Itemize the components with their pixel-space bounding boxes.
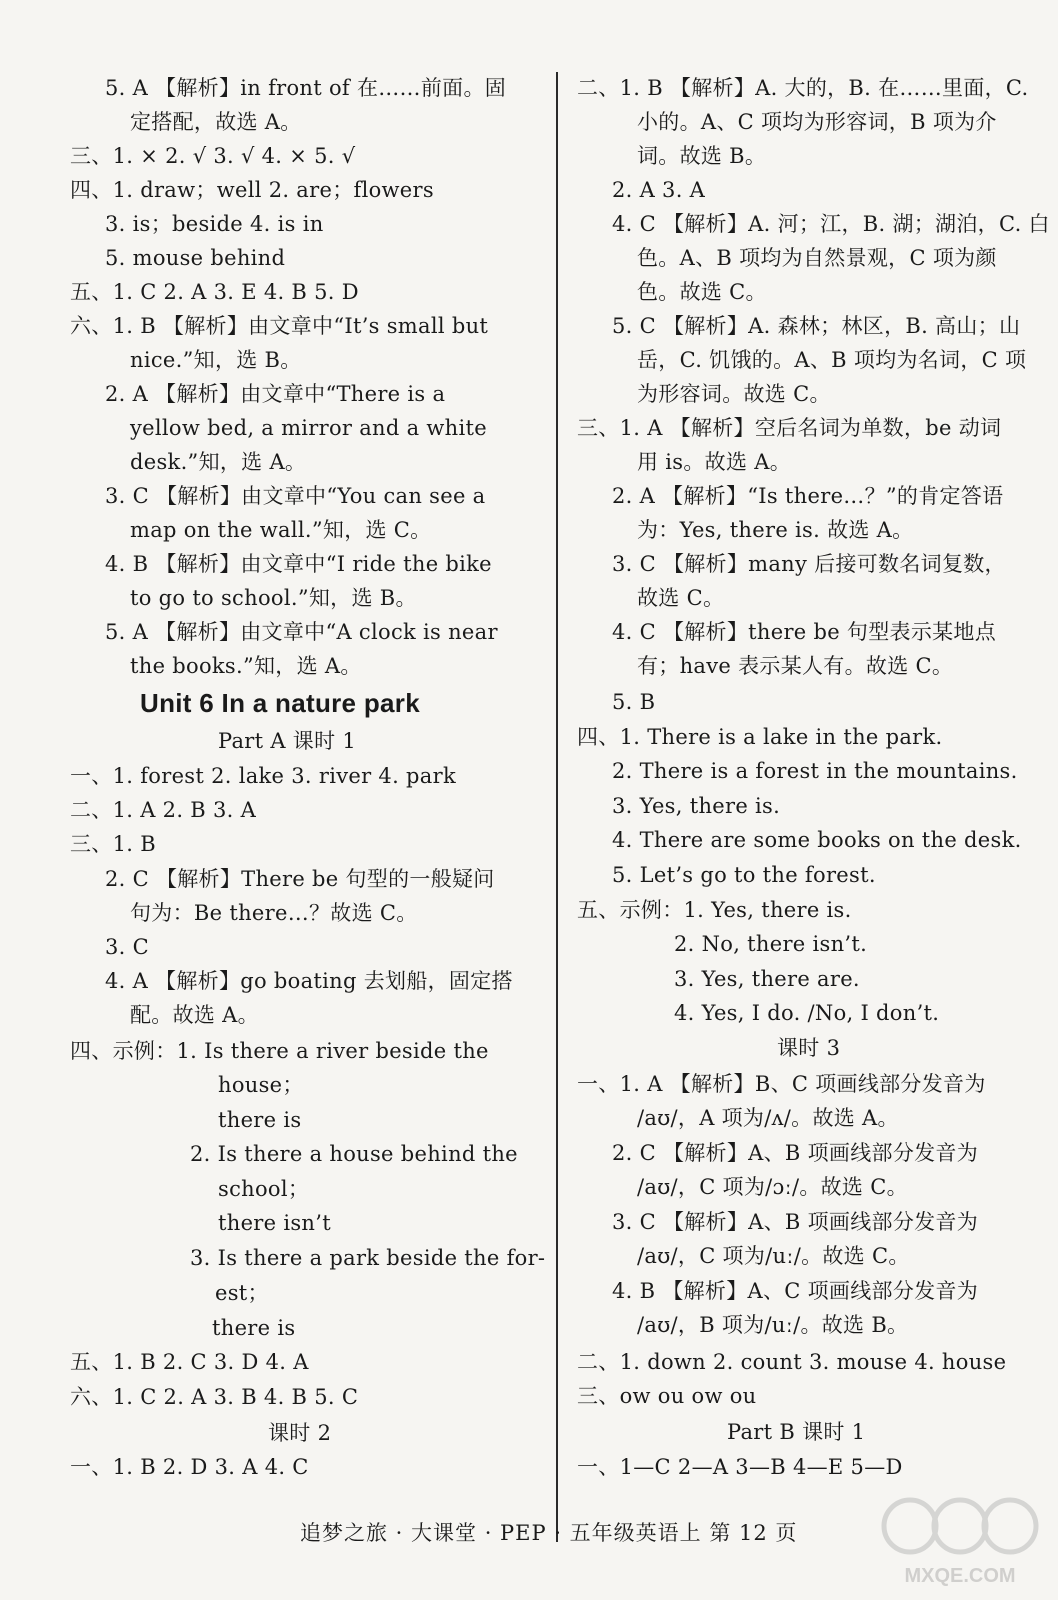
section-subtitle: 课时 3 — [777, 1036, 841, 1060]
right-answer-line: 用 is。故选 A。 — [637, 450, 792, 474]
watermark-logo — [875, 1488, 1045, 1592]
right-answer-line: 4. B 【解析】A、C 项画线部分发音为 — [612, 1279, 979, 1303]
left-answer-line: 5. mouse behind — [105, 246, 286, 270]
left-answer-line: 六、1. C 2. A 3. B 4. B 5. C — [70, 1385, 359, 1409]
right-answer-line: 4. There are some books on the desk. — [612, 828, 1022, 852]
right-answer-line: 4. C 【解析】A. 河；江，B. 湖；湖泊，C. 白 — [612, 212, 1050, 236]
left-answer-line: 4. A 【解析】go boating 去划船，固定搭 — [105, 969, 513, 993]
right-answer-line: 为：Yes, there is. 故选 A。 — [637, 518, 914, 542]
left-answer-line: to go to school.”知，选 B。 — [130, 586, 417, 610]
left-answer-line: map on the wall.”知，选 C。 — [130, 518, 432, 542]
right-answer-line: 二、1. B 【解析】A. 大的，B. 在……里面，C. — [577, 76, 1029, 100]
left-answer-line: 定搭配，故选 A。 — [130, 110, 302, 134]
left-answer-line: 5. A 【解析】in front of 在……前面。固 — [105, 76, 507, 100]
left-answer-line: 2. Is there a house behind the — [190, 1142, 518, 1166]
right-answer-line: 故选 C。 — [637, 586, 725, 610]
left-answer-line: there isn’t — [218, 1211, 331, 1235]
section-subtitle: Part B 课时 1 — [727, 1420, 866, 1444]
unit-title: Unit 6 In a nature park — [140, 688, 420, 718]
left-answer-line: 5. A 【解析】由文章中“A clock is near — [105, 620, 498, 644]
left-answer-line: 五、1. C 2. A 3. E 4. B 5. D — [70, 280, 359, 304]
left-answer-line: 六、1. B 【解析】由文章中“It’s small but — [70, 314, 489, 338]
right-answer-line: 三、1. A 【解析】空后名词为单数，be 动词 — [577, 416, 1002, 440]
right-answer-line: 小的。A、C 项均为形容词，B 项为介 — [637, 110, 997, 134]
right-answer-line: 2. A 3. A — [612, 178, 706, 202]
left-answer-line: 三、1. B — [70, 832, 156, 856]
right-answer-line: 岳，C. 饥饿的。A、B 项均为名词，C 项 — [637, 348, 1027, 372]
left-answer-line: 四、1. draw；well 2. are；flowers — [70, 178, 434, 202]
right-answer-line: 2. A 【解析】“Is there…？”的肯定答语 — [612, 484, 1004, 508]
right-answer-line: 3. Yes, there are. — [674, 967, 860, 991]
watermark-text: MXQE.COM — [904, 1565, 1016, 1587]
left-answer-line: house； — [218, 1073, 304, 1097]
right-answer-line: 5. C 【解析】A. 森林；林区，B. 高山；山 — [612, 314, 1021, 338]
right-answer-line: 色。A、B 项均为自然景观，C 项为颜 — [637, 246, 997, 270]
right-answer-line: 4. Yes, I do. /No, I don’t. — [674, 1001, 940, 1025]
column-divider — [556, 72, 558, 1542]
right-answer-line: /aʊ/，B 项为/uː/。故选 B。 — [637, 1313, 909, 1337]
left-answer-line: 三、1. × 2. √ 3. √ 4. × 5. √ — [70, 144, 356, 168]
section-subtitle: 课时 2 — [268, 1421, 332, 1445]
right-answer-line: 2. C 【解析】A、B 项画线部分发音为 — [612, 1141, 979, 1165]
right-answer-line: 色。故选 C。 — [637, 280, 767, 304]
right-answer-line: 为形容词。故选 C。 — [637, 382, 831, 406]
left-answer-line: 四、示例：1. Is there a river beside the — [70, 1039, 489, 1063]
right-answer-line: 3. C 【解析】A、B 项画线部分发音为 — [612, 1210, 979, 1234]
left-answer-line: 2. A 【解析】由文章中“There is a — [105, 382, 446, 406]
page-footer: 追梦之旅 · 大课堂 · PEP · 五年级英语上 第 12 页 — [300, 1521, 798, 1545]
left-answer-line: 二、1. A 2. B 3. A — [70, 798, 257, 822]
right-answer-line: /aʊ/，C 项为/ɔː/。故选 C。 — [637, 1175, 908, 1199]
left-answer-line: 3. C 【解析】由文章中“You can see a — [105, 484, 486, 508]
right-answer-line: 3. C 【解析】many 后接可数名词复数， — [612, 552, 1006, 576]
right-answer-line: 五、示例：1. Yes, there is. — [577, 898, 852, 922]
left-answer-line: desk.”知，选 A。 — [130, 450, 307, 474]
right-answer-line: /aʊ/，A 项为/ʌ/。故选 A。 — [637, 1106, 899, 1130]
left-answer-line: est； — [215, 1281, 269, 1305]
left-answer-line: 句为：Be there…？故选 C。 — [130, 901, 418, 925]
left-answer-line: there is — [212, 1316, 296, 1340]
left-answer-line: school； — [218, 1177, 310, 1201]
left-answer-line: 3. C — [105, 935, 149, 959]
left-answer-line: 一、1. forest 2. lake 3. river 4. park — [70, 764, 456, 788]
left-answer-line: nice.”知，选 B。 — [130, 348, 302, 372]
right-answer-line: 5. Let’s go to the forest. — [612, 863, 876, 887]
right-answer-line: 四、1. There is a lake in the park. — [577, 725, 943, 749]
left-answer-line: 五、1. B 2. C 3. D 4. A — [70, 1350, 309, 1374]
left-answer-line: the books.”知，选 A。 — [130, 654, 362, 678]
right-answer-line: /aʊ/，C 项为/uː/。故选 C。 — [637, 1244, 910, 1268]
right-answer-line: 3. Yes, there is. — [612, 794, 781, 818]
left-answer-line: 配。故选 A。 — [130, 1003, 259, 1027]
right-answer-line: 一、1. A 【解析】B、C 项画线部分发音为 — [577, 1072, 986, 1096]
right-answer-line: 2. No, there isn’t. — [674, 932, 868, 956]
left-answer-line: 一、1. B 2. D 3. A 4. C — [70, 1455, 309, 1479]
left-answer-line: 4. B 【解析】由文章中“I ride the bike — [105, 552, 492, 576]
right-answer-line: 词。故选 B。 — [637, 144, 767, 168]
left-answer-line: 3. Is there a park beside the for- — [190, 1246, 546, 1270]
left-answer-line: there is — [218, 1108, 302, 1132]
section-subtitle: Part A 课时 1 — [218, 729, 357, 753]
left-answer-line: 2. C 【解析】There be 句型的一般疑问 — [105, 867, 495, 891]
right-answer-line: 5. B — [612, 690, 656, 714]
right-answer-line: 二、1. down 2. count 3. mouse 4. house — [577, 1350, 1007, 1374]
right-answer-line: 三、ow ou ow ou — [577, 1384, 757, 1408]
right-answer-line: 一、1—C 2—A 3—B 4—E 5—D — [577, 1455, 903, 1479]
right-answer-line: 4. C 【解析】there be 句型表示某地点 — [612, 620, 997, 644]
left-answer-line: 3. is；beside 4. is in — [105, 212, 324, 236]
right-answer-line: 2. There is a forest in the mountains. — [612, 759, 1018, 783]
right-answer-line: 有；have 表示某人有。故选 C。 — [637, 654, 954, 678]
left-answer-line: yellow bed, a mirror and a white — [130, 416, 487, 440]
